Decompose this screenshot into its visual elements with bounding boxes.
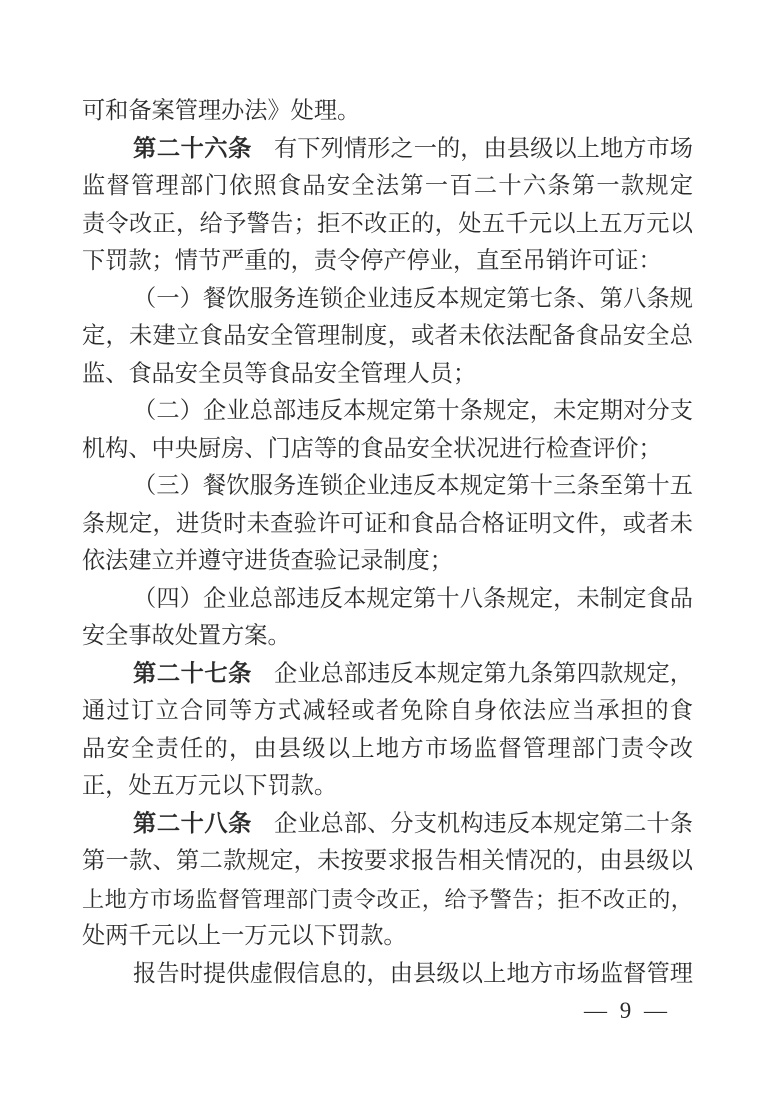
page-number: — 9 — — [584, 998, 667, 1023]
article-number: 第二十七条 — [133, 660, 252, 687]
text-line: 下罚款；情节严重的，责令停产停业，直至吊销许可证： — [82, 248, 662, 274]
article-number: 第二十六条 — [133, 135, 252, 162]
text-line: 机构、中央厨房、门店等的食品安全状况进行检查评价； — [82, 435, 662, 462]
text-line: 监督管理部门依照食品安全法第一百二十六条第一款规定 — [82, 173, 693, 199]
text-line: 处两千元以上一万元以下罚款。 — [82, 923, 407, 949]
text-line — [82, 656, 693, 694]
text-line: 第一款、第二款规定，未按要求报告相关情况的，由县级以 — [82, 848, 693, 874]
text-line: 报告时提供虚假信息的，由县级以上地方市场监督管理 — [133, 960, 693, 987]
text-line: 可和备案管理办法》处理。 — [82, 98, 361, 124]
text-line: 依法建立并遵守进货查验记录制度； — [82, 548, 453, 574]
page-footer — [584, 998, 667, 1024]
text-line: 通过订立合同等方式减轻或者免除自身依法应当承担的食 — [82, 698, 693, 724]
text-line: 正，处五万元以下罚款。 — [82, 773, 338, 799]
text-line: 条规定，进货时未查验许可证和食品合格证明文件，或者未 — [82, 510, 693, 537]
line-text: 有下列情形之一的，由县级以上地方市场 — [273, 135, 693, 162]
text-line — [82, 806, 693, 844]
line-text: 企业总部、分支机构违反本规定第二十条 — [273, 810, 693, 837]
text-block — [82, 93, 693, 993]
text-line: 责令改正，给予警告；拒不改正的，处五千元以上五万元以 — [82, 210, 693, 237]
text-line — [82, 131, 693, 169]
text-line: （三）餐饮服务连锁企业违反本规定第十三条至第十五 — [133, 473, 693, 499]
text-line: 上地方市场监督管理部门责令改正，给予警告；拒不改正的， — [82, 886, 693, 912]
text-line: 安全事故处置方案。 — [82, 623, 291, 649]
text-line: （四）企业总部违反本规定第十八条规定，未制定食品 — [133, 585, 693, 612]
text-line: （一）餐饮服务连锁企业违反本规定第七条、第八条规 — [133, 285, 693, 312]
line-text: 企业总部违反本规定第九条第四款规定， — [273, 660, 693, 687]
text-line: （二）企业总部违反本规定第十条规定，未定期对分支 — [133, 398, 693, 424]
text-line: 定，未建立食品安全管理制度，或者未依法配备食品安全总 — [82, 323, 693, 349]
text-line: 监、食品安全员等食品安全管理人员； — [82, 360, 477, 387]
text-line: 品安全责任的，由县级以上地方市场监督管理部门责令改 — [82, 735, 693, 762]
article-number: 第二十八条 — [133, 810, 252, 837]
